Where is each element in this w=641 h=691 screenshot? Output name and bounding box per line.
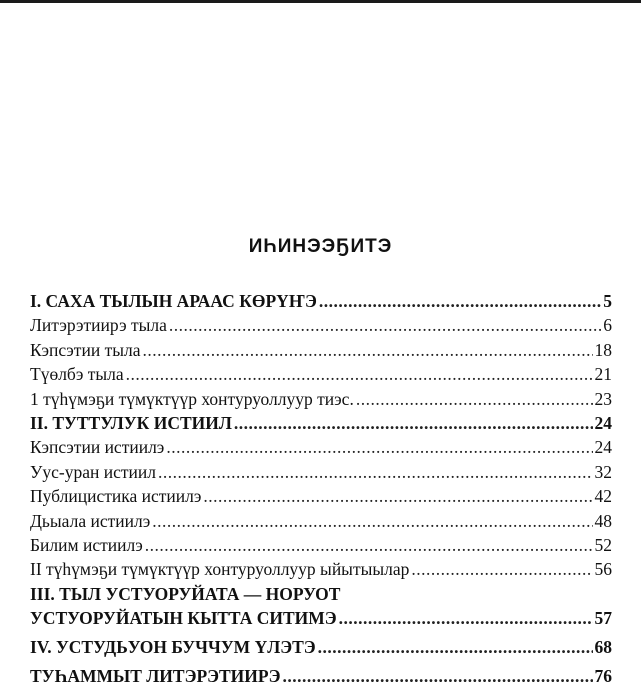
toc-entry-page: 56 xyxy=(594,559,612,580)
dot-leader xyxy=(166,435,592,459)
toc-entry-page: 5 xyxy=(603,291,612,311)
toc-entry-title: Дьыала истиилэ xyxy=(30,510,151,531)
toc-entry[interactable] xyxy=(30,635,612,659)
toc-entry-page: 21 xyxy=(594,364,612,385)
toc-entry-title: УСТУОРУЙАТЫН КЫТТА СИТИМЭ xyxy=(30,607,337,628)
toc-entry-page: 24 xyxy=(594,437,612,458)
toc-entry[interactable] xyxy=(30,411,612,435)
toc-heading: ИҺИНЭЭҔИТЭ xyxy=(248,236,393,257)
toc-entry-page: 18 xyxy=(594,339,612,360)
toc-entry-page: 68 xyxy=(594,637,612,658)
toc-entry-title: Түөлбэ тыла xyxy=(30,364,124,385)
toc-entry-title: Литэрэтиирэ тыла xyxy=(30,315,167,336)
toc-entry-title: Публицистика истиилэ xyxy=(30,486,202,507)
toc-entry[interactable] xyxy=(30,582,612,606)
dot-leader xyxy=(203,484,592,508)
toc-entry-title: II. ТУТТУЛУК ИСТИИЛ xyxy=(30,412,232,433)
toc-entry[interactable] xyxy=(30,313,612,337)
toc-entry-title: Кэпсэтии истиилэ xyxy=(30,437,165,458)
dot-leader xyxy=(158,460,593,484)
dot-leader xyxy=(169,313,601,337)
toc-entry[interactable] xyxy=(30,362,612,386)
toc-entry[interactable] xyxy=(30,533,612,557)
top-rule xyxy=(0,0,641,3)
dot-leader xyxy=(318,635,593,659)
toc-entry[interactable] xyxy=(30,484,612,508)
dot-leader xyxy=(126,362,593,386)
toc-entry-title: 1 түһүмэҕи түмүктүүр хонтуруоллуур тиэс. xyxy=(30,388,354,409)
toc-entry-page: 52 xyxy=(594,534,612,555)
toc-entry-title: Кэпсэтии тыла xyxy=(30,339,141,360)
toc-entry-page: 48 xyxy=(594,510,612,531)
toc-entry-title: Уус-уран истиил xyxy=(30,461,156,482)
toc-entry-title: Билим истиилэ xyxy=(30,534,143,555)
dot-leader xyxy=(339,606,593,630)
toc-entry-page: 42 xyxy=(594,486,612,507)
toc-entry[interactable] xyxy=(30,387,612,411)
toc-entry-page: 24 xyxy=(594,412,612,433)
toc-entry[interactable] xyxy=(30,509,612,533)
toc-entry-title: IV. УСТУДЬУОН БУЧЧУМ ҮЛЭТЭ xyxy=(30,637,316,658)
dot-leader xyxy=(152,509,592,533)
toc-entry[interactable] xyxy=(30,664,612,688)
toc-entry-title: ТУҺАММЫТ ЛИТЭРЭТИИРЭ xyxy=(30,666,281,687)
dot-leader xyxy=(411,557,592,581)
toc-entry-title: I. САХА ТЫЛЫН АРААС КӨРҮҤЭ xyxy=(30,291,317,311)
dot-leader xyxy=(282,664,592,688)
toc-entry-title: III. ТЫЛ УСТУОРУЙАТА — НОРУОТ xyxy=(30,583,341,604)
dot-leader xyxy=(356,387,593,411)
dot-leader xyxy=(145,533,593,557)
toc-entry-page: 57 xyxy=(594,607,612,628)
dot-leader xyxy=(142,338,592,362)
toc-entry[interactable] xyxy=(30,289,612,313)
toc-entry-title: II түһүмэҕи түмүктүүр хонтуруоллуур ыйытыылар xyxy=(30,559,410,580)
toc-entry-page: 23 xyxy=(594,388,612,409)
toc-entry[interactable] xyxy=(30,606,612,630)
toc-entry[interactable] xyxy=(30,338,612,362)
dot-leader xyxy=(319,289,601,313)
toc-entry[interactable] xyxy=(30,435,612,459)
toc-entry-page: 32 xyxy=(594,461,612,482)
dot-leader xyxy=(234,411,593,435)
toc-entry[interactable] xyxy=(30,460,612,484)
toc-entry-page: 6 xyxy=(603,315,612,336)
table-of-contents xyxy=(30,289,612,689)
toc-entry-page: 76 xyxy=(594,666,612,687)
toc-entry[interactable] xyxy=(30,557,612,581)
